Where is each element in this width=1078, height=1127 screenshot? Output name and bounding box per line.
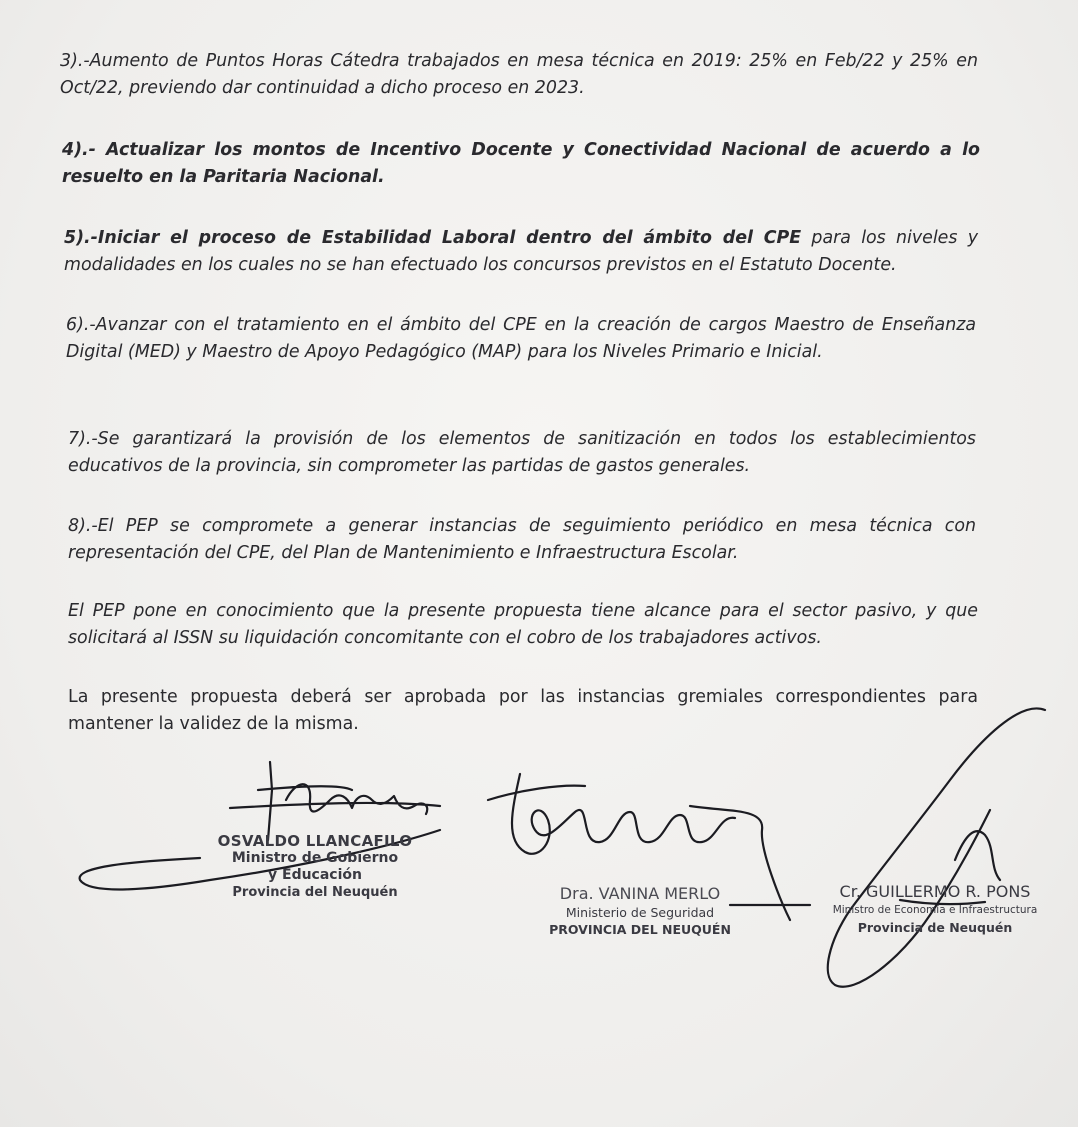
paragraph-item-8: 8).-El PEP se compromete a generar instancias de seguimiento periódico en mesa técnica con representación del CPE, del Plan de Mantenimiento e Infraestructura Escolar. (68, 516, 976, 563)
signatory-stamp-1 (200, 833, 430, 901)
paragraph-aprobacion: La presente propuesta deberá ser aprobada por las instancias gremiales correspondientes para mantener la validez de la misma. (68, 687, 978, 734)
signatory-stamp-2 (520, 885, 760, 938)
signatory-3-role: Ministro de Economía e Infraestructura (832, 904, 1038, 916)
signatory-2-role: Ministerio de Seguridad (565, 905, 715, 920)
signature-1-scribble (230, 762, 440, 840)
paragraph-item-5 (64, 225, 978, 279)
paragraph-item-7: 7).-Se garantizará la provisión de los elementos de sanitización en todos los establecimientos educativos de la provincia, sin comprometer las partidas de gastos generales. (68, 429, 976, 476)
paragraph-sector-pasivo: El PEP pone en conocimiento que la presente propuesta tiene alcance para el sector pasivo, y que solicitará al ISSN su liquidación concomitante con el cobro de los trabajadores activos. (68, 601, 978, 648)
signature-3-loop (828, 708, 1045, 986)
paragraph-item-6: 6).-Avanzar con el tratamiento en el ámbito del CPE en la creación de cargos Maestro de Enseñanza Digital (MED) y Maestro de Apoyo Pedagógico (MAP) para los Niveles Primario e Inicial. (66, 315, 976, 362)
signatory-stamp-3 (815, 883, 1055, 936)
signatory-1-name: OSVALDO LLANCAFILO (217, 832, 413, 850)
paragraph-item-5-bold: 5).-Iniciar el proceso de Estabilidad Laboral dentro del ámbito del CPE (64, 228, 802, 248)
signatory-3-place: Provincia de Neuquén (857, 920, 1013, 935)
signatory-1-role-2: y Educación (268, 867, 362, 883)
signatory-1-role: Ministro de Gobierno (231, 850, 399, 866)
paragraph-item-5-rest: para los niveles y modalidades en los cuales no se han efectuado los concursos previstos en el Estatuto Docente. (64, 228, 979, 275)
paragraph-item-4: 4).- Actualizar los montos de Incentivo Docente y Conectividad Nacional de acuerdo a lo resuelto en la Paritaria Nacional. (62, 140, 980, 187)
signatory-3-name: Cr. GUILLERMO R. PONS (839, 882, 1031, 901)
signatory-1-place: Provincia del Neuquén (232, 885, 398, 900)
paragraph-item-3: 3).-Aumento de Puntos Horas Cátedra trabajados en mesa técnica en 2019: 25% en Feb/22 y 25% en Oct/22, previendo dar continuidad a dicho proceso en 2023. (60, 51, 978, 98)
signatory-2-place: PROVINCIA DEL NEUQUÉN (549, 922, 731, 937)
signatory-2-name: Dra. VANINA MERLO (559, 884, 721, 903)
